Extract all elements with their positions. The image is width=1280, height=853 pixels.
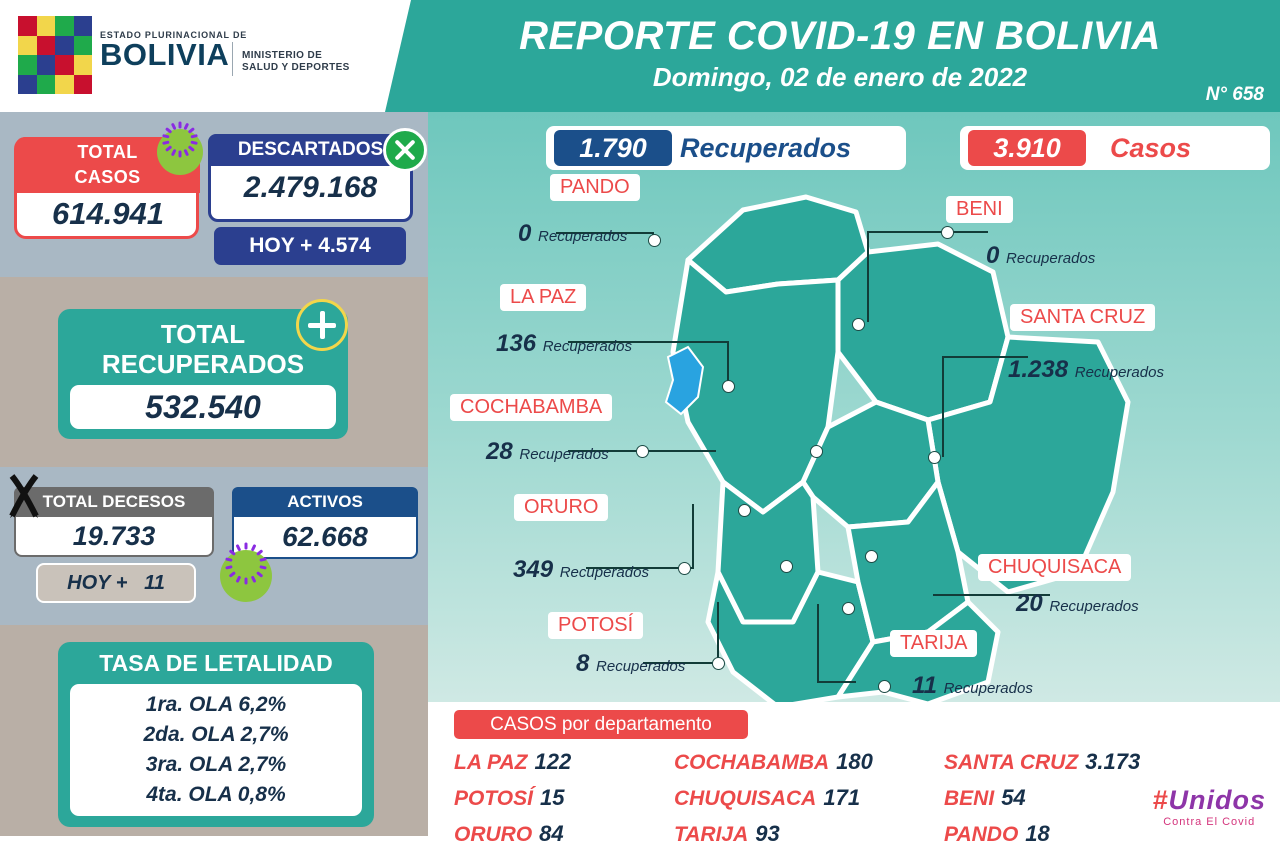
- deaths-today-value: 11: [144, 572, 165, 594]
- summary-section-cases: [0, 112, 428, 277]
- dept-unit: Recuperados: [1049, 598, 1139, 615]
- case-dept-name: LA PAZ: [454, 751, 528, 774]
- mourning-ribbon-icon: [4, 472, 44, 520]
- dept-value-potosi: [576, 650, 685, 678]
- map-dot-cochabamba: [636, 445, 649, 458]
- dept-unit: Recuperados: [542, 338, 632, 355]
- dept-number-santacruz: 1.238: [1008, 356, 1069, 383]
- map-dot-beni-1: [941, 226, 954, 239]
- ministry-line-2: SALUD Y DEPORTES: [242, 62, 350, 73]
- header: [0, 0, 1280, 112]
- dept-number-lapaz: 136: [496, 330, 537, 357]
- total-recovered-value: 532.540: [70, 385, 336, 429]
- logo-divider: [232, 42, 233, 76]
- dept-value-oruro: [513, 556, 649, 584]
- discarded-value: 2.479.168: [243, 171, 378, 204]
- total-cases-label-line1: TOTAL: [77, 142, 138, 162]
- dept-number-pando: 0: [518, 220, 532, 247]
- map-dot-tarija: [878, 680, 891, 693]
- dept-tag-pando: PANDO: [550, 174, 640, 201]
- case-dept-name: TARIJA: [674, 823, 749, 846]
- case-dept-value: 93: [755, 821, 780, 846]
- dept-value-pando: [518, 220, 627, 248]
- fatality-row: 2da. OLA 2,7%: [143, 723, 289, 746]
- cases-banner-label: Casos: [1110, 133, 1192, 163]
- dept-value-tarija: [912, 672, 1033, 700]
- recovered-banner-label: Recuperados: [680, 133, 852, 163]
- deaths-today-prefix: HOY +: [67, 572, 128, 594]
- virus-icon-2: [215, 545, 277, 607]
- case-dept-value: 18: [1025, 821, 1050, 846]
- case-cell: [674, 782, 944, 817]
- total-recovered-label-line2: RECUPERADOS: [101, 349, 305, 379]
- logo-text: [100, 30, 247, 70]
- plus-icon: [296, 299, 348, 351]
- hash-icon: #: [1152, 785, 1169, 815]
- fatality-row: 4ta. OLA 0,8%: [146, 783, 286, 806]
- total-deaths-value: 19.733: [72, 521, 156, 551]
- dept-number-tarija: 11: [912, 672, 937, 699]
- case-cell: [944, 746, 1234, 781]
- active-cases-value: 62.668: [282, 521, 368, 552]
- map-dot-lapaz: [722, 380, 735, 393]
- dept-unit: Recuperados: [519, 446, 609, 463]
- case-dept-name: BENI: [944, 787, 995, 810]
- map-dot-chuquisaca: [865, 550, 878, 563]
- logo-subtitle: ESTADO PLURINACIONAL DE: [100, 30, 248, 40]
- case-cell: [674, 746, 944, 781]
- map-dot-extra-1: [780, 560, 793, 573]
- total-deaths-card: [14, 487, 214, 557]
- case-dept-value: 171: [823, 785, 861, 810]
- dept-unit: Recuperados: [1006, 250, 1096, 267]
- dept-value-cochabamba: [486, 438, 609, 466]
- dept-unit: Recuperados: [538, 228, 628, 245]
- case-dept-value: 122: [534, 749, 572, 774]
- dept-tag-potosi: POTOSÍ: [548, 612, 643, 639]
- summary-section-deaths-active: [0, 467, 428, 625]
- report-date: Domingo, 02 de enero de 2022: [652, 62, 1028, 92]
- cases-by-department-section: [428, 702, 1280, 846]
- dept-tag-oruro: ORURO: [514, 494, 608, 521]
- dept-unit: Recuperados: [1074, 364, 1164, 381]
- case-dept-name: POTOSÍ: [454, 787, 533, 810]
- map-panel: [428, 112, 1280, 846]
- ministry-label: [242, 50, 350, 74]
- logo-container: [0, 0, 385, 112]
- summary-panel: [0, 112, 428, 836]
- dept-value-beni: [986, 242, 1095, 270]
- case-dept-value: 54: [1001, 785, 1026, 810]
- bolivia-coat-of-arms-icon: [18, 16, 92, 94]
- dept-number-oruro: 349: [513, 556, 554, 583]
- map-dot-beni-2: [852, 318, 865, 331]
- case-dept-name: CHUQUISACA: [674, 787, 817, 810]
- map-dot-santacruz: [928, 451, 941, 464]
- case-dept-name: ORURO: [454, 823, 533, 846]
- total-cases-label-line2: CASOS: [74, 167, 141, 187]
- case-dept-value: 15: [539, 785, 565, 810]
- dept-tag-lapaz: LA PAZ: [500, 284, 586, 311]
- dept-unit: Recuperados: [596, 658, 686, 675]
- summary-section-fatality: [0, 625, 428, 836]
- dept-value-lapaz: [496, 330, 632, 358]
- fatality-rate-list: [70, 684, 362, 816]
- dept-number-chuquisaca: 20: [1016, 590, 1043, 617]
- dept-tag-chuquisaca: CHUQUISACA: [978, 554, 1131, 581]
- cases-banner-value: 3.910: [968, 130, 1086, 166]
- case-cell: [454, 746, 674, 781]
- dept-number-potosi: 8: [576, 650, 590, 677]
- dept-value-chuquisaca: [1016, 590, 1139, 618]
- dept-tag-santacruz: SANTA CRUZ: [1010, 304, 1155, 331]
- recovered-banner-value: 1.790: [554, 130, 672, 166]
- map-dot-pando: [648, 234, 661, 247]
- case-dept-name: SANTA CRUZ: [944, 751, 1079, 774]
- campaign-main: #Unidos: [1152, 785, 1266, 815]
- map-dot-potosi: [712, 657, 725, 670]
- report-number: N° 658: [1205, 84, 1264, 105]
- discarded-today: HOY + 4.574: [214, 227, 406, 265]
- page-title: REPORTE COVID-19 EN BOLIVIA: [519, 14, 1161, 58]
- active-cases-label: ACTIVOS: [232, 487, 418, 517]
- dept-unit: Recuperados: [943, 680, 1033, 697]
- fatality-row: 1ra. OLA 6,2%: [145, 693, 287, 716]
- virus-icon: [152, 124, 208, 180]
- dept-tag-cochabamba: COCHABAMBA: [450, 394, 612, 421]
- dept-unit: Recuperados: [559, 564, 649, 581]
- dept-number-beni: 0: [986, 242, 1000, 269]
- case-dept-value: 3.173: [1085, 749, 1141, 774]
- map-dot-extra-2: [842, 602, 855, 615]
- case-dept-name: COCHABAMBA: [674, 751, 830, 774]
- discarded-label: DESCARTADOS: [208, 134, 413, 166]
- dept-number-cochabamba: 28: [486, 438, 513, 465]
- ministry-line-1: MINISTERIO DE: [242, 50, 323, 61]
- total-recovered-label-line1: TOTAL: [160, 319, 246, 349]
- map-dot-oruro: [678, 562, 691, 575]
- case-dept-value: 180: [836, 749, 873, 774]
- map-dot-cochabamba-2: [810, 445, 823, 458]
- fatality-row: 3ra. OLA 2,7%: [145, 753, 287, 776]
- fatality-rate-card: [58, 642, 374, 827]
- campaign-sub: Contra El Covid: [1163, 816, 1256, 828]
- total-cases-value: 614.941: [51, 196, 165, 231]
- fatality-rate-title: TASA DE LETALIDAD: [99, 650, 333, 676]
- cases-by-department-grid: [454, 746, 1254, 853]
- dept-tag-tarija: TARIJA: [890, 630, 977, 657]
- deaths-today: [36, 563, 196, 603]
- dept-tag-beni: BENI: [946, 196, 1013, 223]
- check-x-icon: [383, 128, 427, 172]
- cases-by-department-title: CASOS por departamento: [454, 710, 748, 739]
- logo-title: BOLIVIA: [100, 37, 230, 72]
- total-deaths-label: TOTAL DECESOS: [14, 487, 214, 517]
- case-cell: [454, 782, 674, 817]
- map-dot-oruro-2: [738, 504, 751, 517]
- case-dept-name: PANDO: [944, 823, 1019, 846]
- campaign-logo: [1152, 785, 1266, 828]
- summary-section-recovered: [0, 277, 428, 467]
- case-dept-value: 84: [539, 821, 564, 846]
- dept-value-santacruz: [1008, 356, 1164, 384]
